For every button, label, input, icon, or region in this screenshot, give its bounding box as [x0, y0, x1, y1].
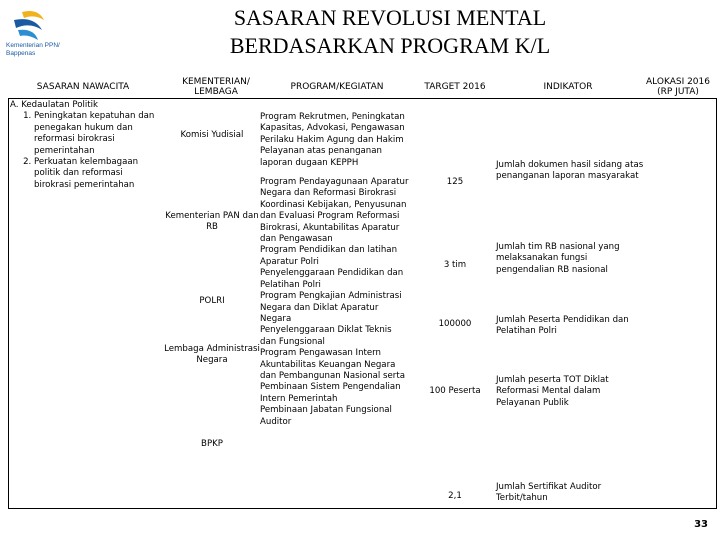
- header-alokasi: ALOKASI 2016 (RP JUTA): [646, 77, 710, 97]
- kementerian-polri: POLRI: [199, 296, 225, 306]
- title-line-1: SASARAN REVOLUSI MENTAL: [233, 5, 547, 30]
- header-divider: [8, 98, 716, 99]
- logo-text: [6, 42, 60, 58]
- program-item: Program Rekrutmen, Peningkatan Kapasitas, Advokasi, Pengawasan Perilaku Hakim Agung dan Hakim: [260, 112, 405, 145]
- left-border: [8, 98, 9, 508]
- program-item: Penyelenggaraan Diklat Teknis dan Fungsional: [260, 325, 392, 347]
- target-value: 100 Peserta: [429, 386, 481, 396]
- logo-line-2: Bappenas: [6, 50, 36, 57]
- logo-line-1: Kementerian PPN/: [6, 42, 60, 49]
- program-item: Program Pengkajian Administrasi Negara dan Diklat Aparatur Negara: [260, 291, 402, 324]
- bappenas-logo: [4, 6, 70, 70]
- title-line-2: BERDASARKAN PROGRAM K/L: [229, 33, 551, 58]
- indikator-item: Jumlah peserta TOT Diklat Reformasi Mental dalam Pelayanan Publik: [496, 375, 609, 408]
- target-value: 100000: [438, 319, 472, 329]
- page-title: [150, 4, 630, 60]
- target-value: 3 tim: [443, 260, 467, 270]
- kementerian-bpkp: BPKP: [201, 439, 223, 449]
- program-item: Pembinaan Jabatan Fungsional Auditor: [260, 405, 392, 427]
- program-item: Program Pendayagunaan Aparatur Negara dan Reformasi Birokrasi: [260, 177, 409, 199]
- target-value: 2,1: [448, 491, 462, 501]
- indikator-item: Jumlah dokumen hasil sidang atas penanganan laporan masyarakat: [496, 160, 644, 182]
- kementerian-lan: Lembaga Administrasi Negara: [164, 344, 260, 366]
- program-item: Pelayanan atas penanganan laporan dugaan KEPPH: [260, 146, 382, 168]
- program-list: [260, 112, 410, 428]
- right-border: [716, 98, 717, 508]
- program-item: Penyelenggaraan Pendidikan dan Pelatihan Polri: [260, 268, 404, 290]
- indikator-item: Jumlah tim RB nasional yang melaksanakan fungsi pengendalian RB nasional: [496, 242, 620, 275]
- sasaran-cell: [10, 100, 162, 191]
- indikator-item: Jumlah Peserta Pendidikan dan Pelatihan Polri: [496, 315, 629, 337]
- program-item: Program Pengawasan Intern Akuntabilitas Keuangan Negara dan Pembangunan Nasional serta Pembinaan Sistem Pengendalian Intern Pemerintah: [260, 348, 405, 404]
- kementerian-pan-rb: Kementerian PAN dan RB: [165, 211, 259, 233]
- target-value: 125: [446, 177, 464, 187]
- sasaran-list: [10, 111, 162, 191]
- header-sasaran: SASARAN NAWACITA: [36, 82, 130, 92]
- page-number: 33: [694, 519, 708, 530]
- header-indikator: INDIKATOR: [543, 82, 593, 92]
- header-target: TARGET 2016: [424, 82, 486, 92]
- program-item: Program Pendidikan dan latihan Aparatur Polri: [260, 245, 398, 267]
- header-program: PROGRAM/KEGIATAN: [290, 82, 384, 92]
- sasaran-heading: A. Kedaulatan Politik: [10, 100, 98, 110]
- header-kementerian: KEMENTERIAN/ LEMBAGA: [182, 77, 250, 97]
- indikator-item: Jumlah Sertifikat Auditor Terbit/tahun: [496, 482, 602, 504]
- program-item: Koordinasi Kebijakan, Penyusunan dan Evaluasi Program Reformasi Birokrasi, Akuntabilitas Aparatur dan Pengawasan: [260, 199, 407, 245]
- bottom-border: [8, 508, 717, 509]
- kementerian-komisi-yudisial: Komisi Yudisial: [180, 130, 244, 140]
- sasaran-item: 1. Peningkatan kepatuhan dan penegakan hukum dan reformasi birokrasi pemerintahan: [34, 111, 162, 157]
- sasaran-item: 2. Perkuatan kelembagaan politik dan reformasi birokrasi pemerintahan: [34, 157, 162, 191]
